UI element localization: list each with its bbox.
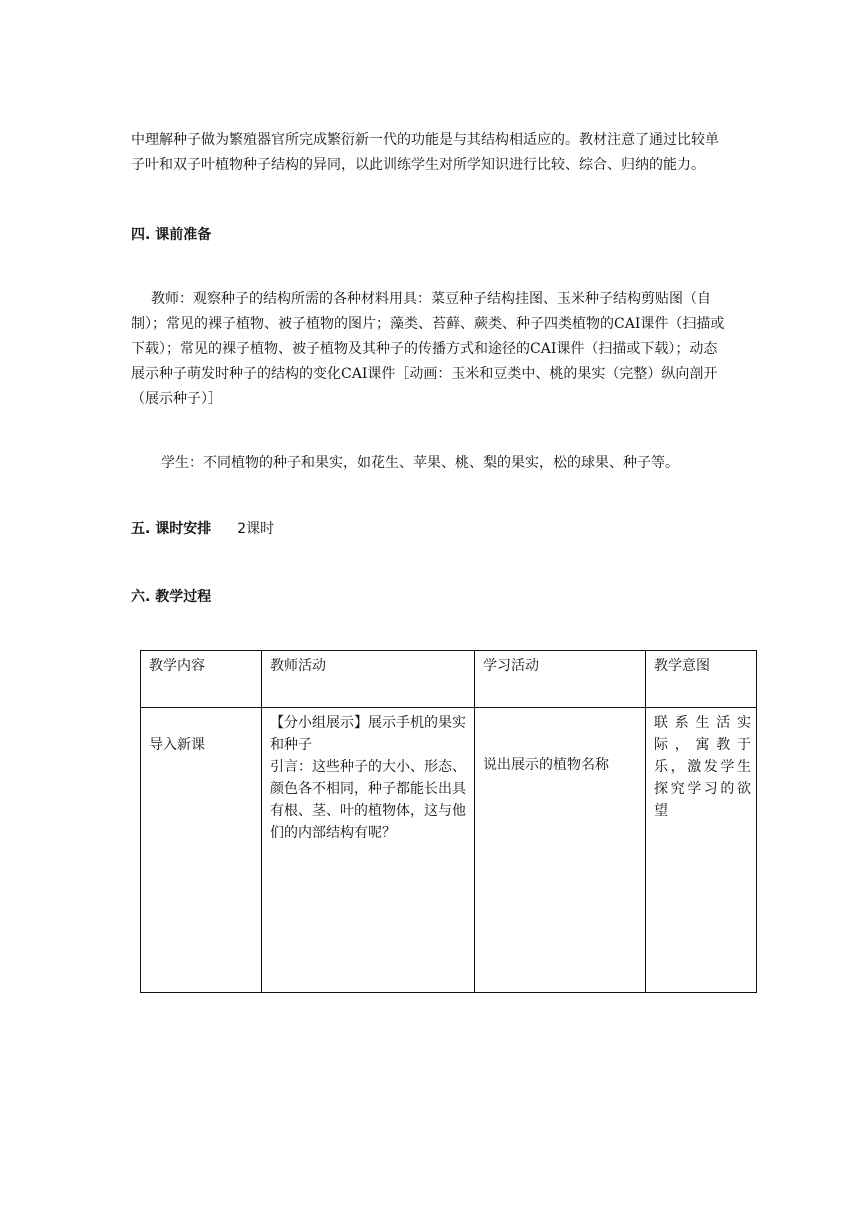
schedule-value: 2课时 xyxy=(237,521,275,537)
teacher-preparation-paragraph: 教师：观察种子的结构所需的各种材料用具：菜豆种子结构挂图、玉米种子结构剪贴图（自制）；常见的裸子植物、被子植物的图片；藻类、苔藓、蕨类、种子四类植物的CAI课件（扫描或下载）；常见的裸子植物、被子植物及其种子的传播方式和途径的CAI课件（扫描或下载）；动态展示种子萌发时种子的结构的变化CAI课件［动画：玉米和豆类中、桃的果实（完整）纵向剖开（展示种子）］ xyxy=(131,291,725,407)
table-row xyxy=(141,708,757,993)
header-content: 教学内容 xyxy=(141,651,262,708)
cell-teacher-activity xyxy=(262,708,475,993)
section-heading-schedule xyxy=(131,519,274,539)
header-intent: 教学意图 xyxy=(646,651,757,708)
cell-lesson-content: 导入新课 xyxy=(141,708,262,993)
schedule-title: 五. 课时安排 xyxy=(131,521,212,537)
teacher-activity-line2: 引言：这些种子的大小、形态、颜色各不相同，种子都能长出具有根、茎、叶的植物体，这与他们的内部结构有呢？ xyxy=(270,759,466,841)
section-heading-preparation: 四. 课前准备 xyxy=(131,227,212,243)
header-teacher-activity: 教师活动 xyxy=(262,651,475,708)
section-heading-process: 六. 教学过程 xyxy=(131,589,212,605)
header-learning-activity: 学习活动 xyxy=(475,651,646,708)
intro-paragraph: 中理解种子做为繁殖器官所完成繁衍新一代的功能是与其结构相适应的。教材注意了通过比较单子叶和双子叶植物种子结构的异同，以此训练学生对所学知识进行比较、综合、归纳的能力。 xyxy=(131,132,719,173)
cell-intent: 联系生活实际，寓教于乐，激发学生探究学习的欲望 xyxy=(646,708,757,993)
group-display-tag: 【分小组展示】 xyxy=(270,715,368,731)
teaching-process-table xyxy=(140,650,757,993)
table-header-row xyxy=(141,651,757,708)
teacher-activity-line1: 展示手机的果实和种子 xyxy=(270,715,466,753)
cell-learning-activity: 说出展示的植物名称 xyxy=(475,708,646,993)
student-preparation-paragraph: 学生：不同植物的种子和果实，如花生、苹果、桃、梨的果实，松的球果、种子等。 xyxy=(161,455,679,471)
